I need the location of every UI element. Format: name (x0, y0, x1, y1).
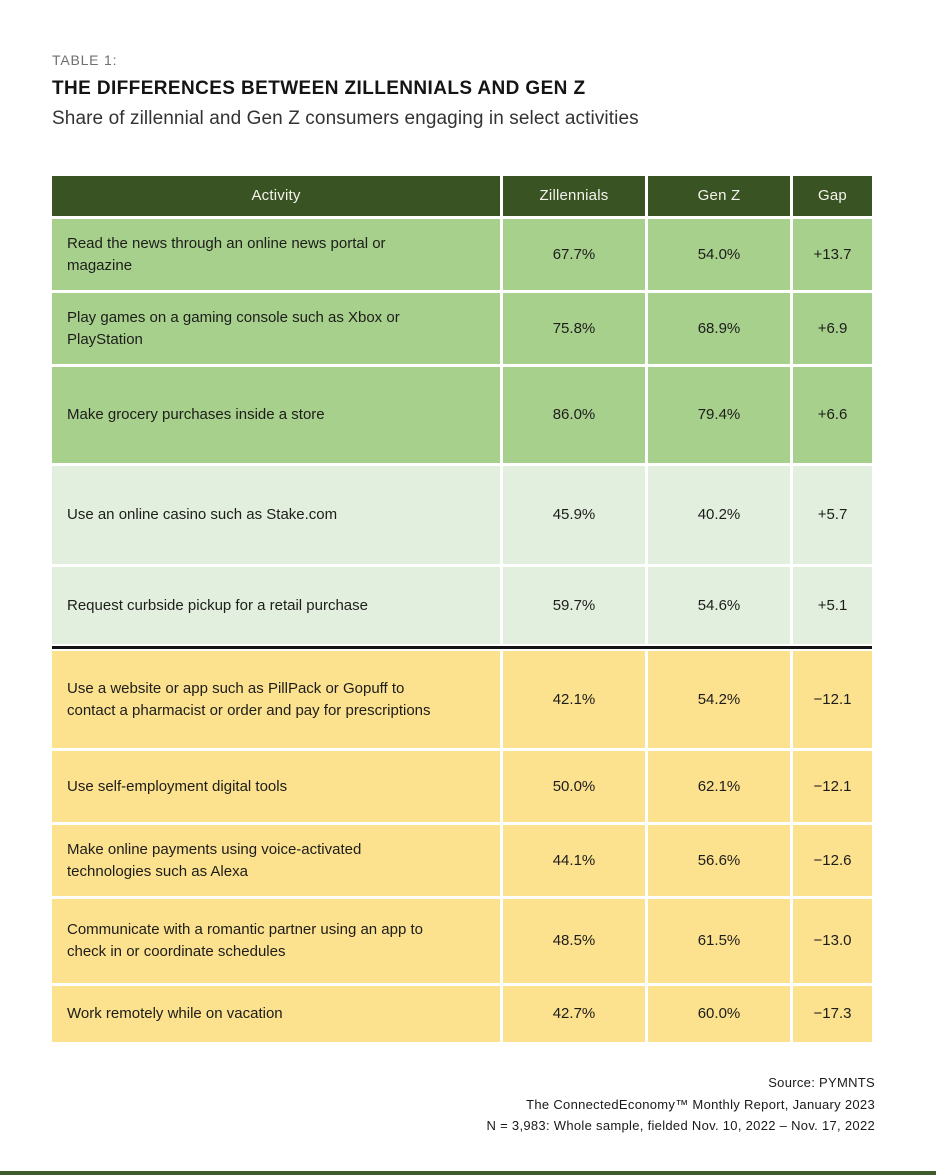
heading-block (52, 52, 882, 130)
gap-cell: +6.6 (793, 367, 872, 463)
bottom-accent-bar (0, 1171, 936, 1175)
activity-cell: Use an online casino such as Stake.com (52, 466, 500, 564)
genz-cell: 79.4% (648, 367, 790, 463)
column-header-zillennials: Zillennials (503, 176, 645, 216)
genz-cell: 54.6% (648, 567, 790, 644)
zillennials-cell: 48.5% (503, 899, 645, 983)
activity-cell: Work remotely while on vacation (52, 986, 500, 1042)
genz-cell: 61.5% (648, 899, 790, 983)
genz-cell: 62.1% (648, 751, 790, 822)
gap-cell: −12.1 (793, 651, 872, 748)
data-table (52, 176, 872, 1045)
column-header-activity: Activity (52, 176, 500, 216)
zillennials-cell: 45.9% (503, 466, 645, 564)
table-row (52, 651, 872, 748)
page-subtitle: Share of zillennial and Gen Z consumers engaging in select activities (52, 108, 639, 129)
zillennials-cell: 75.8% (503, 293, 645, 364)
report-line: The ConnectedEconomy™ Monthly Report, January 2023 (526, 1096, 875, 1112)
genz-cell: 54.2% (648, 651, 790, 748)
gap-cell: +5.1 (793, 567, 872, 644)
section-divider-line (52, 646, 872, 649)
column-header-gap: Gap (793, 176, 872, 216)
gap-cell: +13.7 (793, 219, 872, 290)
sample-line: N = 3,983: Whole sample, fielded Nov. 10, 2022 – Nov. 17, 2022 (486, 1118, 875, 1133)
activity-cell: Read the news through an online news portal or magazine (52, 219, 500, 290)
gap-cell: −17.3 (793, 986, 872, 1042)
activity-cell: Request curbside pickup for a retail purchase (52, 567, 500, 644)
table-row (52, 293, 872, 364)
gap-cell: −12.1 (793, 751, 872, 822)
page-title: THE DIFFERENCES BETWEEN ZILLENNIALS AND GEN Z (52, 78, 586, 99)
table-row (52, 899, 872, 983)
table-row (52, 567, 872, 644)
gap-cell: +5.7 (793, 466, 872, 564)
activity-cell: Use a website or app such as PillPack or Gopuff to contact a pharmacist or order and pay for prescriptions (52, 651, 500, 748)
gap-cell: +6.9 (793, 293, 872, 364)
table-label: TABLE 1: (52, 52, 118, 68)
genz-cell: 40.2% (648, 466, 790, 564)
table-row (52, 367, 872, 463)
table-row (52, 751, 872, 822)
table-row (52, 466, 872, 564)
genz-cell: 56.6% (648, 825, 790, 896)
zillennials-cell: 86.0% (503, 367, 645, 463)
zillennials-cell: 59.7% (503, 567, 645, 644)
column-header-genz: Gen Z (648, 176, 790, 216)
table-row (52, 986, 872, 1042)
zillennials-cell: 42.1% (503, 651, 645, 748)
zillennials-cell: 50.0% (503, 751, 645, 822)
genz-cell: 54.0% (648, 219, 790, 290)
activity-cell: Make online payments using voice-activated technologies such as Alexa (52, 825, 500, 896)
zillennials-cell: 67.7% (503, 219, 645, 290)
table-row (52, 825, 872, 896)
table-header-row (52, 176, 872, 216)
gap-cell: −12.6 (793, 825, 872, 896)
activity-cell: Make grocery purchases inside a store (52, 367, 500, 463)
zillennials-cell: 44.1% (503, 825, 645, 896)
zillennials-cell: 42.7% (503, 986, 645, 1042)
genz-cell: 68.9% (648, 293, 790, 364)
source-line: Source: PYMNTS (768, 1075, 875, 1090)
activity-cell: Play games on a gaming console such as Xbox or PlayStation (52, 293, 500, 364)
table-row (52, 219, 872, 290)
activity-cell: Use self-employment digital tools (52, 751, 500, 822)
genz-cell: 60.0% (648, 986, 790, 1042)
footer-notes (487, 1072, 875, 1137)
gap-cell: −13.0 (793, 899, 872, 983)
activity-cell: Communicate with a romantic partner using an app to check in or coordinate schedules (52, 899, 500, 983)
